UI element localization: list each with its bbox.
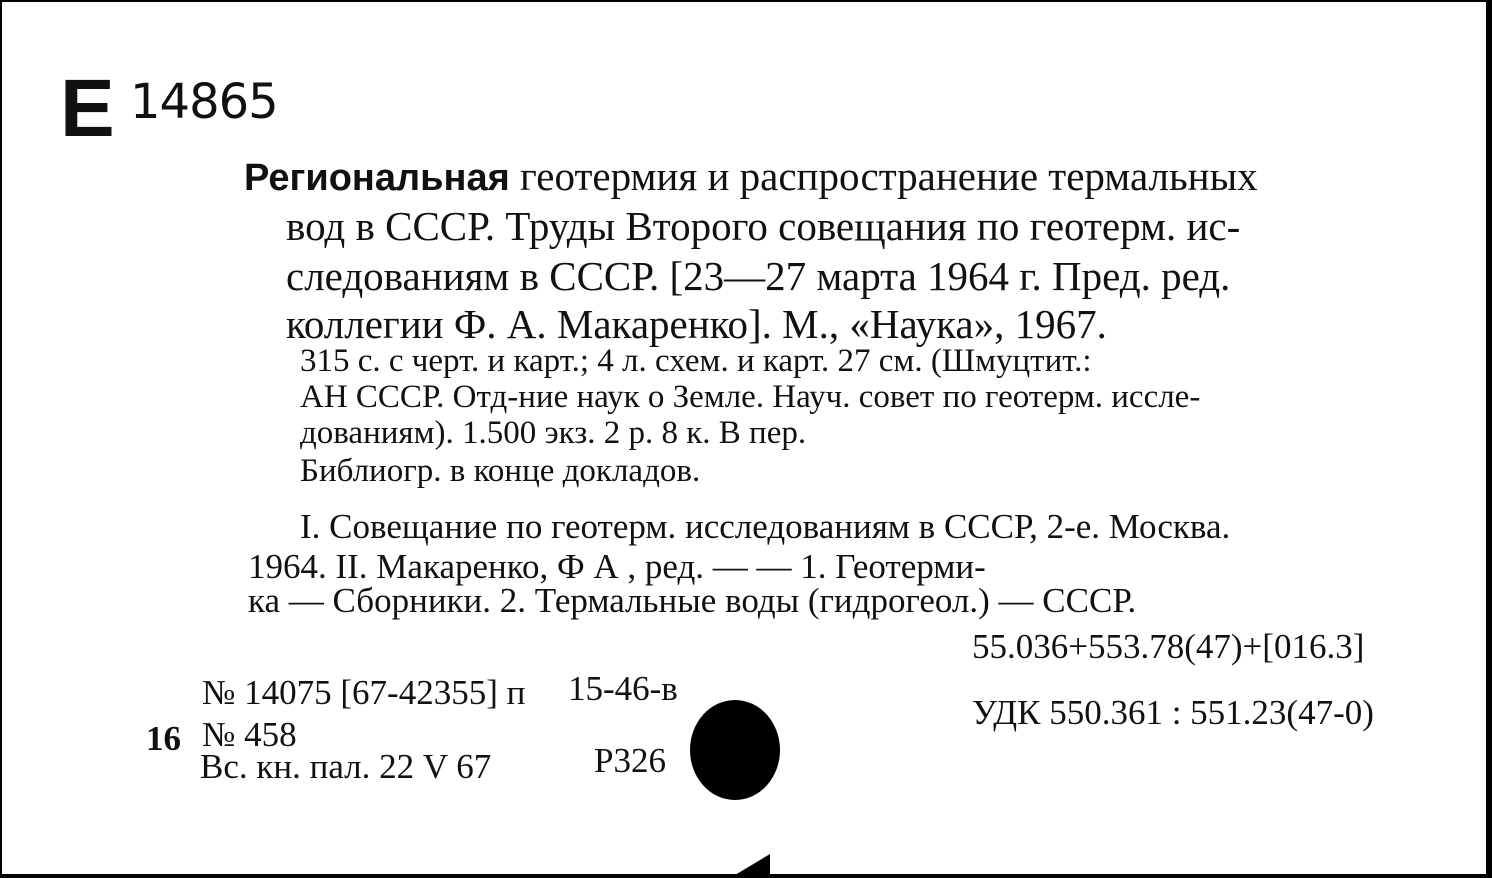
title-first-word: Региональная — [244, 157, 510, 199]
title-line-3: следованиям в СССР. [23—27 марта 1964 г. Пред. ред. — [286, 253, 1231, 299]
handwritten-accession-number: 14865 — [130, 74, 278, 130]
corner-mark — [730, 854, 770, 878]
title-line-4: коллегии Ф. А. Макаренко]. М., «Наука», 1967. — [286, 301, 1107, 347]
tracings-line-1: I. Совещание по геотерм. исследованиям в СССР, 2-е. Москва. — [300, 507, 1231, 546]
description-line-3: дованиям). 1.500 экз. 2 р. 8 к. В пер. — [300, 415, 807, 451]
title-line-2: вод в СССР. Труды Второго совещания по геотерм. ис- — [286, 203, 1241, 249]
classification-code: 55.036+553.78(47)+[016.3] — [972, 627, 1365, 666]
description-line-2: АН СССР. Отд-ние наук о Земле. Науч. совет по геотерм. иссле- — [300, 379, 1201, 415]
tracings-line-3: ка — Сборники. 2. Термальные воды (гидрогеол.) — СССР. — [248, 581, 1137, 620]
copies-prefix: 16 — [146, 719, 181, 758]
title-line-1-rest: геотермия и распространение термальных — [509, 153, 1258, 199]
udc-code: УДК 550.361 : 551.23(47-0) — [972, 693, 1374, 732]
price-code: Р326 — [594, 741, 666, 780]
description-line-1: 315 с. с черт. и карт.; 4 л. схем. и карт. 27 см. (Шмуцтит.: — [300, 343, 1092, 379]
book-chamber-line: Вс. кн. пал. 22 V 67 — [200, 747, 492, 786]
catalog-card — [2, 2, 1492, 874]
order-number: № 14075 [67-42355] п — [202, 673, 526, 712]
bibliography-note: Библиогр. в конце докладов. — [300, 453, 701, 489]
punch-hole — [690, 700, 780, 800]
copies-number: № 458 — [202, 715, 297, 754]
order-code: 15-46-в — [568, 669, 678, 708]
tracings-line-2: 1964. II. Макаренко, Ф А , ред. — — 1. Геотерми- — [248, 547, 986, 586]
title-line-1 — [244, 152, 1258, 202]
stamp-letter: Е — [60, 63, 113, 154]
